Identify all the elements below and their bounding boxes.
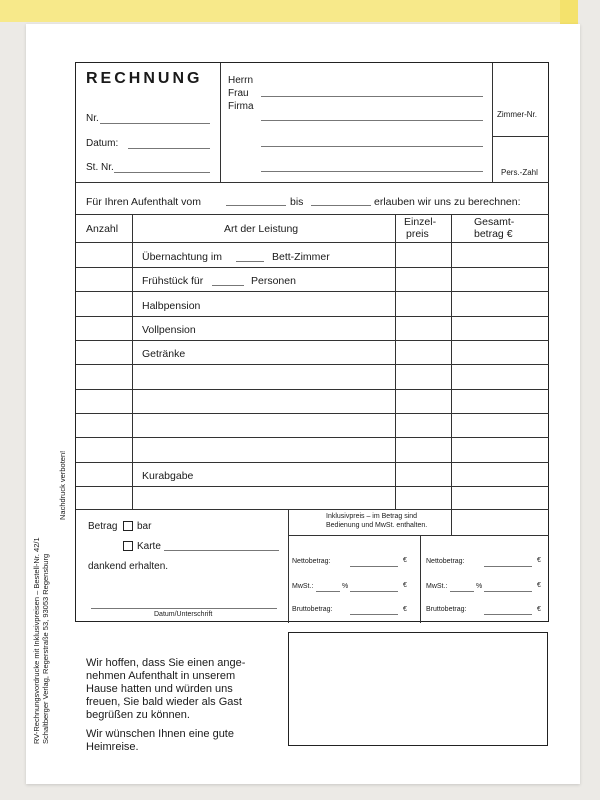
frau-label: Frau: [228, 88, 249, 99]
euro-2: €: [403, 582, 407, 589]
mwst-field-2[interactable]: [484, 591, 532, 592]
euro-5: €: [537, 582, 541, 589]
signature-label: Datum/Unterschrift: [154, 611, 213, 618]
invoice-form: [75, 62, 549, 622]
payment-divider: [288, 509, 289, 623]
karte-field[interactable]: [164, 550, 279, 551]
brutto-field-2[interactable]: [484, 614, 532, 615]
stay-to-field[interactable]: [311, 205, 371, 206]
room-box-line: [492, 136, 549, 137]
table-top: [76, 214, 549, 215]
mwst-label-2: MwSt.:: [426, 583, 448, 590]
col-art: Art der Leistung: [224, 223, 299, 235]
nr-field[interactable]: [100, 123, 210, 124]
bar-checkbox[interactable]: [123, 521, 133, 531]
stay-prefix: Für Ihren Aufenthalt vom: [86, 196, 201, 208]
row-line: [76, 437, 549, 438]
printer-line-2: Schaltberger Verlag, Regerstraße 53, 93053 Regensburg: [41, 553, 50, 744]
row-fruehstueck-a: Frühstück für: [142, 275, 204, 287]
pers-label: Pers.-Zahl: [501, 168, 538, 177]
thanks-line-6: Wir wünschen Ihnen eine gute: [86, 728, 234, 740]
copyright-note: Nachdruck verboten!: [58, 450, 67, 520]
invoice-title: RECHNUNG: [86, 70, 203, 87]
datum-label: Datum:: [86, 138, 119, 149]
totals-divider: [420, 535, 421, 623]
datum-field[interactable]: [128, 148, 210, 149]
nr-label: Nr.: [86, 113, 99, 124]
row-fruehstueck-b: Personen: [251, 275, 296, 287]
stay-suffix: erlauben wir uns zu berechnen:: [374, 196, 521, 208]
row-kurabgabe: Kurabgabe: [142, 470, 194, 482]
inclusive-note-2: Bedienung und MwSt. enthalten.: [326, 522, 428, 529]
row-vollpension: Vollpension: [142, 324, 196, 336]
netto-field-1[interactable]: [350, 566, 398, 567]
col-einzel-2: preis: [406, 228, 429, 240]
thank-you-message: [86, 657, 245, 754]
header-bottom: [76, 182, 549, 183]
karte-label: Karte: [137, 541, 161, 552]
thanks-line-1: Wir hoffen, dass Sie einen ange-: [86, 657, 246, 669]
table-bottom: [76, 509, 549, 510]
col-gesamt-1: Gesamt-: [474, 216, 515, 228]
firma-label: Firma: [228, 101, 254, 112]
thanks-line-2: nehmen Aufenthalt in unserem: [86, 670, 236, 682]
col-line-1: [132, 214, 133, 509]
netto-field-2[interactable]: [484, 566, 532, 567]
address-line-2[interactable]: [261, 120, 483, 121]
printer-line-1: RV-Rechnungsvordrucke mit Inklusivpreisen – Bestell-Nr. 42/1: [32, 537, 41, 744]
address-line-1[interactable]: [261, 96, 483, 97]
totals-top: [288, 535, 549, 536]
row-line: [76, 340, 549, 341]
address-line-3[interactable]: [261, 146, 483, 147]
percent-2: %: [476, 583, 483, 590]
header-divider: [220, 63, 221, 182]
col-line-3: [451, 214, 452, 509]
signature-line[interactable]: [91, 608, 277, 609]
row-halbpension: Halbpension: [142, 300, 201, 312]
euro-4: €: [537, 557, 541, 564]
address-line-4[interactable]: [261, 171, 483, 172]
table-header-bottom: [76, 242, 549, 243]
stay-bis: bis: [290, 196, 304, 208]
netto-label-2: Nettobetrag:: [426, 558, 465, 565]
row-uebernachtung-b: Bett-Zimmer: [272, 251, 330, 263]
stnr-field[interactable]: [114, 172, 210, 173]
thanks-line-5: begrüßen zu können.: [86, 709, 190, 721]
netto-label-1: Nettobetrag:: [292, 558, 331, 565]
percent-1: %: [342, 583, 349, 590]
carbon-copy-edge: [0, 0, 578, 22]
room-divider: [492, 63, 493, 182]
mwst-rate-field-1[interactable]: [316, 591, 340, 592]
mwst-rate-field-2[interactable]: [450, 591, 474, 592]
thanks-line-7: Heimreise.: [86, 741, 139, 753]
stamp-box[interactable]: [288, 632, 548, 746]
col-gesamt-2: betrag €: [474, 228, 513, 240]
zimmer-label: Zimmer-Nr.: [497, 110, 537, 119]
row-line: [76, 364, 549, 365]
euro-3: €: [403, 606, 407, 613]
persons-field[interactable]: [212, 285, 244, 286]
row-line: [76, 316, 549, 317]
betrag-label: Betrag: [88, 521, 118, 532]
stay-from-field[interactable]: [226, 205, 286, 206]
mwst-field-1[interactable]: [350, 591, 398, 592]
dankend-label: dankend erhalten.: [88, 561, 169, 572]
row-line: [76, 291, 549, 292]
karte-checkbox[interactable]: [123, 541, 133, 551]
brutto-label-2: Bruttobetrag:: [426, 606, 467, 613]
col-line-2: [395, 214, 396, 509]
brutto-label-1: Bruttobetrag:: [292, 606, 333, 613]
inclusive-note-1: Inklusivpreis – im Betrag sind: [326, 513, 418, 520]
euro-6: €: [537, 606, 541, 613]
row-line: [76, 389, 549, 390]
row-getraenke: Getränke: [142, 348, 186, 360]
gesamt-extension: [451, 509, 452, 535]
col-anzahl: Anzahl: [86, 223, 119, 235]
room-type-field[interactable]: [236, 261, 264, 262]
stnr-label: St. Nr.: [86, 162, 114, 173]
row-uebernachtung-a: Übernachtung im: [142, 251, 222, 263]
row-line: [76, 267, 549, 268]
herrn-label: Herrn: [228, 75, 254, 86]
row-line: [76, 486, 549, 487]
printer-imprint: [32, 537, 50, 744]
col-einzel-1: Einzel-: [404, 216, 437, 228]
thanks-line-4: freuen, Sie bald wieder als Gast: [86, 696, 242, 708]
row-line: [76, 413, 549, 414]
row-line: [76, 462, 549, 463]
brutto-field-1[interactable]: [350, 614, 398, 615]
euro-1: €: [403, 557, 407, 564]
bar-label: bar: [137, 521, 152, 532]
thanks-line-3: Hause hatten und würden uns: [86, 683, 233, 695]
mwst-label-1: MwSt.:: [292, 583, 314, 590]
